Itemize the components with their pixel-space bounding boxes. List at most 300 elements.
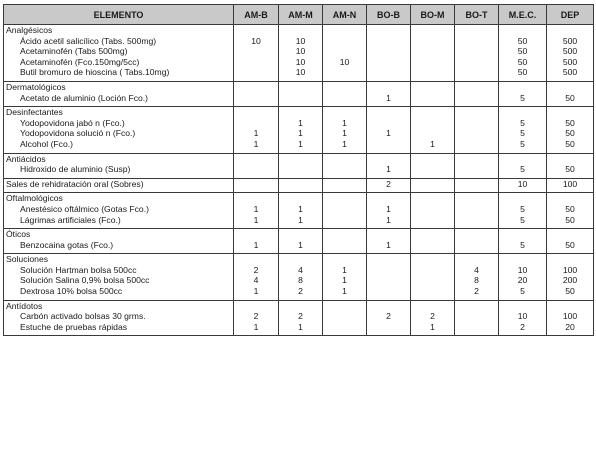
spacer [411, 25, 454, 36]
item-value [234, 93, 278, 104]
item-value: 50 [565, 214, 575, 225]
value-cell [323, 25, 367, 82]
value-cell [279, 153, 323, 178]
spacer [367, 193, 410, 204]
item-value [367, 322, 410, 333]
item-value: 5 [520, 138, 525, 149]
item-name: Carbón activado bolsas 30 grms. [20, 311, 146, 322]
item-value [455, 164, 498, 175]
item-value [323, 164, 366, 175]
item-name: Acetaminofén (Tabs 500mg) [20, 46, 128, 57]
spacer [499, 82, 546, 93]
item-value: 10 [295, 56, 306, 67]
spacer [234, 154, 278, 165]
value-cell [411, 254, 455, 300]
element-cell [4, 193, 234, 229]
item-value: 8 [474, 275, 479, 286]
item-value [367, 36, 410, 47]
item-value: 2 [520, 321, 525, 332]
category-title: Oftalmológicos [6, 193, 63, 204]
item-value: 10 [295, 46, 306, 57]
item-value: 200 [562, 275, 578, 286]
item-value [411, 67, 454, 78]
item-value: 1 [298, 214, 303, 225]
spacer [323, 193, 366, 204]
item-value: 5 [520, 117, 525, 128]
value-cell [499, 193, 547, 229]
header-am-m: AM-M [279, 5, 323, 25]
value-cell [234, 25, 279, 82]
item-value [411, 46, 454, 57]
item-value [234, 164, 278, 175]
element-cell [4, 178, 234, 193]
spacer [234, 301, 278, 312]
item-value: 1 [342, 275, 347, 286]
item-value [367, 265, 410, 276]
value-cell [547, 153, 594, 178]
item-value: 4 [474, 264, 479, 275]
spacer [499, 254, 546, 265]
category-title: Desinfectantes [6, 107, 63, 118]
element-cell [4, 300, 234, 336]
spacer [547, 254, 593, 265]
item-value [367, 57, 410, 68]
spacer [367, 229, 410, 240]
spacer [411, 193, 454, 204]
header-dep: DEP [547, 5, 594, 25]
value-cell [234, 193, 279, 229]
item-value [234, 118, 278, 129]
item-value: 1 [253, 321, 259, 332]
item-value: 1 [298, 203, 303, 214]
header-bo-b: BO-B [367, 5, 411, 25]
value-cell [323, 193, 367, 229]
value-cell [279, 300, 323, 336]
spacer [547, 301, 593, 312]
value-cell [547, 107, 594, 153]
value-cell [455, 81, 499, 106]
value-cell [367, 107, 411, 153]
item-value [455, 215, 498, 226]
header-elemento: ELEMENTO [4, 5, 234, 25]
category-title: Óticos [6, 229, 31, 240]
value-cell [547, 254, 594, 300]
spacer [323, 254, 366, 265]
item-value: 50 [565, 128, 575, 139]
value-cell [547, 81, 594, 106]
group-row [4, 193, 594, 229]
value-cell [323, 107, 367, 153]
value-cell [455, 178, 499, 193]
item-value: 500 [562, 67, 578, 78]
value-cell [234, 81, 279, 106]
spacer [547, 82, 593, 93]
spacer [234, 107, 278, 118]
spacer [234, 82, 278, 93]
item-value [323, 46, 366, 57]
value-cell [547, 25, 594, 82]
item-value: 1 [253, 203, 259, 214]
item-value: 1 [342, 117, 347, 128]
spacer [455, 301, 498, 312]
item-value [411, 128, 454, 139]
item-value: 1 [298, 138, 303, 149]
item-value: 4 [298, 264, 303, 275]
table-body [4, 25, 594, 336]
item-name: Hidroxido de aluminio (Susp) [20, 164, 131, 175]
item-value [411, 204, 454, 215]
element-cell [4, 254, 234, 300]
spacer [323, 107, 366, 118]
item-value [411, 215, 454, 226]
item-value [279, 179, 322, 190]
value-cell [323, 178, 367, 193]
item-value [411, 57, 454, 68]
item-value: 2 [430, 311, 435, 322]
item-value: 2 [474, 286, 479, 297]
item-value [367, 286, 410, 297]
value-cell [367, 81, 411, 106]
group-row [4, 107, 594, 153]
item-value [323, 36, 366, 47]
item-value: 10 [517, 178, 528, 189]
spacer [499, 193, 546, 204]
group-row [4, 300, 594, 336]
item-value [455, 93, 498, 104]
value-cell [411, 81, 455, 106]
spacer [234, 229, 278, 240]
item-value [367, 46, 410, 57]
item-value [323, 93, 366, 104]
value-cell [499, 300, 547, 336]
header-mec: M.E.C. [499, 5, 547, 25]
value-cell [455, 153, 499, 178]
element-cell [4, 153, 234, 178]
item-value: 1 [253, 128, 259, 139]
item-value: 5 [520, 92, 525, 103]
spacer [499, 107, 546, 118]
item-value [455, 179, 498, 190]
value-cell [455, 300, 499, 336]
item-value: 50 [517, 46, 528, 57]
item-value: 500 [562, 56, 578, 67]
item-value: 2 [298, 311, 303, 322]
item-value [234, 179, 278, 190]
item-value [323, 67, 366, 78]
value-cell [455, 107, 499, 153]
item-value: 1 [298, 239, 303, 250]
item-value [411, 36, 454, 47]
value-cell [323, 229, 367, 254]
group-row [4, 178, 594, 193]
item-value: 50 [517, 35, 528, 46]
item-value: 1 [386, 128, 391, 139]
item-value: 5 [520, 214, 525, 225]
item-value: 1 [386, 164, 391, 175]
spacer [411, 254, 454, 265]
group-row [4, 254, 594, 300]
item-value [367, 275, 410, 286]
item-name: Lágrimas artificiales (Fco.) [20, 214, 121, 225]
spacer [455, 107, 498, 118]
item-name: Yodopovidona solució n (Fco.) [20, 128, 136, 139]
item-value: 1 [342, 286, 347, 297]
item-value: 10 [251, 35, 261, 46]
item-value [411, 164, 454, 175]
item-name: Solución Salina 0,9% bolsa 500cc [20, 275, 150, 286]
spacer [323, 154, 366, 165]
item-name: Alcohol (Fco.) [20, 138, 74, 149]
item-value: 1 [430, 321, 435, 332]
spacer [323, 25, 366, 36]
spacer [234, 193, 278, 204]
spacer [367, 25, 410, 36]
value-cell [367, 178, 411, 193]
spacer [367, 82, 410, 93]
item-value [455, 57, 498, 68]
value-cell [499, 229, 547, 254]
spacer [323, 82, 366, 93]
header-am-n: AM-N [323, 5, 367, 25]
item-value: 1 [386, 203, 391, 214]
item-value [234, 57, 278, 68]
value-cell [367, 300, 411, 336]
header-row [4, 5, 594, 25]
item-value: 50 [565, 203, 575, 214]
spacer [367, 301, 410, 312]
element-cell [4, 229, 234, 254]
item-value: 1 [298, 128, 303, 139]
item-value [455, 128, 498, 139]
value-cell [411, 178, 455, 193]
spacer [367, 154, 410, 165]
value-cell [547, 300, 594, 336]
value-cell [279, 25, 323, 82]
item-value: 5 [520, 164, 525, 175]
item-value: 100 [562, 264, 578, 275]
value-cell [455, 25, 499, 82]
group-row [4, 229, 594, 254]
header-am-b: AM-B [234, 5, 279, 25]
item-value: 50 [565, 138, 575, 149]
item-value: 20 [565, 321, 575, 332]
item-value [455, 36, 498, 47]
value-cell [234, 153, 279, 178]
item-value: 1 [386, 214, 391, 225]
item-value: 50 [565, 164, 575, 175]
medication-table [3, 4, 594, 336]
item-name: Butil bromuro de hioscina ( Tabs.10mg) [20, 67, 170, 78]
item-value [411, 265, 454, 276]
spacer [279, 229, 322, 240]
category-title: Dermatológicos [6, 81, 66, 92]
item-value: 50 [565, 92, 575, 103]
item-value [279, 164, 322, 175]
item-value: 1 [386, 239, 391, 250]
item-value [279, 93, 322, 104]
category-title: Soluciones [6, 254, 49, 265]
item-value: 10 [295, 35, 306, 46]
item-name: Solución Hartman bolsa 500cc [20, 264, 137, 275]
spacer [323, 229, 366, 240]
value-cell [547, 229, 594, 254]
value-cell [323, 81, 367, 106]
item-value [411, 240, 454, 251]
item-value: 1 [298, 321, 303, 332]
spacer [279, 25, 322, 36]
item-value [323, 311, 366, 322]
value-cell [323, 254, 367, 300]
spacer [279, 301, 322, 312]
spacer [411, 82, 454, 93]
item-value [411, 93, 454, 104]
group-row [4, 153, 594, 178]
spacer [499, 154, 546, 165]
item-value: 500 [562, 35, 578, 46]
category-title: Antídotos [6, 300, 43, 311]
spacer [455, 229, 498, 240]
item-value [455, 139, 498, 150]
item-value [411, 286, 454, 297]
value-cell [411, 193, 455, 229]
spacer [455, 25, 498, 36]
item-value: 20 [517, 275, 528, 286]
item-value: 5 [520, 128, 525, 139]
item-name: Acetato de aluminio (Loción Fco.) [20, 92, 149, 103]
item-value: 2 [253, 264, 259, 275]
value-cell [499, 25, 547, 82]
value-cell [455, 229, 499, 254]
spacer [279, 193, 322, 204]
item-value: 100 [562, 178, 578, 189]
item-value: 1 [342, 264, 347, 275]
item-name: Anestésico oftálmico (Gotas Fco.) [20, 203, 149, 214]
value-cell [234, 229, 279, 254]
item-value: 2 [386, 178, 391, 189]
element-cell [4, 81, 234, 106]
value-cell [323, 300, 367, 336]
item-value: 10 [517, 311, 528, 322]
item-value: 10 [295, 67, 306, 78]
spacer [279, 254, 322, 265]
value-cell [411, 153, 455, 178]
item-value [411, 118, 454, 129]
item-value: 2 [253, 311, 259, 322]
group-row [4, 81, 594, 106]
value-cell [411, 25, 455, 82]
item-name: Estuche de pruebas rápidas [20, 321, 128, 332]
value-cell [279, 178, 323, 193]
item-value [411, 179, 454, 190]
spacer [547, 107, 593, 118]
item-value: 50 [565, 117, 575, 128]
item-name: Acetaminofén (Fco.150mg/5cc) [20, 56, 140, 67]
header-bo-m: BO-M [411, 5, 455, 25]
value-cell [411, 229, 455, 254]
spacer [547, 25, 593, 36]
item-value [323, 215, 366, 226]
item-value [323, 240, 366, 251]
value-cell [547, 178, 594, 193]
spacer [279, 154, 322, 165]
item-value: 5 [520, 286, 525, 297]
spacer [411, 107, 454, 118]
spacer [455, 254, 498, 265]
spacer [234, 25, 278, 36]
spacer [455, 193, 498, 204]
spacer [499, 301, 546, 312]
item-value [234, 67, 278, 78]
item-value: 4 [253, 275, 259, 286]
item-value: 5 [520, 239, 525, 250]
item-value: 5 [520, 203, 525, 214]
table-header [4, 5, 594, 25]
value-cell [499, 153, 547, 178]
item-value [455, 311, 498, 322]
item-value: 10 [339, 56, 350, 67]
item-name: Benzocaina gotas (Fco.) [20, 239, 114, 250]
value-cell [499, 254, 547, 300]
value-cell [367, 254, 411, 300]
category-title: Analgésicos [6, 25, 53, 35]
item-value [455, 46, 498, 57]
item-value [323, 322, 366, 333]
value-cell [234, 254, 279, 300]
spacer [234, 254, 278, 265]
item-value: 1 [342, 138, 347, 149]
value-cell [279, 81, 323, 106]
group-row [4, 25, 594, 82]
value-cell [367, 193, 411, 229]
item-value: 8 [298, 275, 303, 286]
item-value [367, 67, 410, 78]
value-cell [499, 81, 547, 106]
value-cell [279, 107, 323, 153]
item-value [367, 139, 410, 150]
spacer [367, 107, 410, 118]
value-cell [455, 254, 499, 300]
item-value: 1 [253, 214, 259, 225]
item-value: 1 [253, 286, 259, 297]
item-value: 10 [517, 264, 528, 275]
spacer [499, 229, 546, 240]
value-cell [323, 153, 367, 178]
spacer [547, 229, 593, 240]
item-name: Ácido acetil salicílico (Tabs. 500mg) [20, 35, 157, 46]
value-cell [279, 254, 323, 300]
item-value: 1 [430, 138, 435, 149]
value-cell [411, 107, 455, 153]
item-value: 1 [298, 117, 303, 128]
item-value: 100 [562, 311, 578, 322]
item-value [323, 204, 366, 215]
item-value: 2 [386, 311, 391, 322]
value-cell [234, 300, 279, 336]
spacer [547, 154, 593, 165]
value-cell [499, 178, 547, 193]
spacer [499, 25, 546, 36]
item-value: 50 [517, 56, 528, 67]
spacer [411, 154, 454, 165]
value-cell [367, 229, 411, 254]
value-cell [547, 193, 594, 229]
spacer [455, 154, 498, 165]
item-value [455, 204, 498, 215]
item-value: 50 [517, 67, 528, 78]
item-value: 500 [562, 46, 578, 57]
item-value: 1 [342, 128, 347, 139]
value-cell [411, 300, 455, 336]
